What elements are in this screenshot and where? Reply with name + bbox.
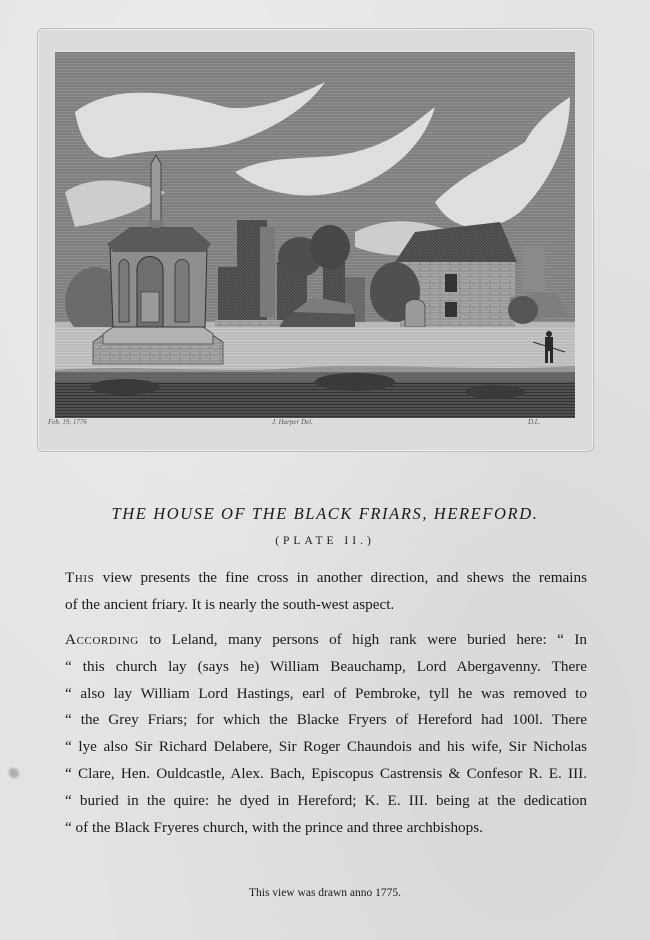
- plate-artist-caption: J. Harper Del.: [272, 418, 313, 426]
- paragraph-2: [65, 627, 587, 841]
- drawn-date-note: This view was drawn anno 1775.: [248, 887, 402, 899]
- paragraph-line: “ of the Black Fryeres church, with the prince and three archbishops.: [65, 818, 483, 836]
- paragraph-line: “ buried in the quire: he dyed in Hereford; K. E. III. being at the dedication: [65, 791, 587, 809]
- engraving-illustration: [55, 52, 575, 418]
- paragraph-line: “ this church lay (says he) William Beauchamp, Lord Abergavenny. There: [65, 657, 587, 675]
- paper-stain: [9, 768, 19, 778]
- paragraph-line: “ Clare, Hen. Ouldcastle, Alex. Bach, Episcopus Castrensis & Confesor R. E. III.: [65, 764, 587, 782]
- lead-word: According: [65, 631, 139, 648]
- paragraph-line: “ lye also Sir Richard Delabere, Sir Roger Chaundois and his wife, Sir Nicholas: [65, 738, 587, 756]
- page-title: THE HOUSE OF THE BLACK FRIARS, HEREFORD.: [111, 504, 539, 523]
- plate-engraver-caption: D.L.: [528, 418, 541, 426]
- plate-number: (PLATE II.): [275, 535, 375, 547]
- paragraph-1: [65, 565, 587, 619]
- paragraph-line: According to Leland, many persons of high rank were buried here: “ In: [65, 631, 588, 648]
- lead-word: This: [65, 569, 95, 586]
- paragraph-line: “ also lay William Lord Hastings, earl of Pembroke, tyll he was removed to: [65, 684, 587, 702]
- paragraph-line: This view presents the fine cross in another direction, and shews the remains: [65, 569, 588, 586]
- plate-date-caption: Feb. 19, 1776: [48, 418, 87, 426]
- paragraph-line: “ the Grey Friars; for which the Blacke Fryers of Hereford had 100l. There: [65, 711, 587, 729]
- paragraph-line: of the ancient friary. It is nearly the south-west aspect.: [65, 595, 395, 613]
